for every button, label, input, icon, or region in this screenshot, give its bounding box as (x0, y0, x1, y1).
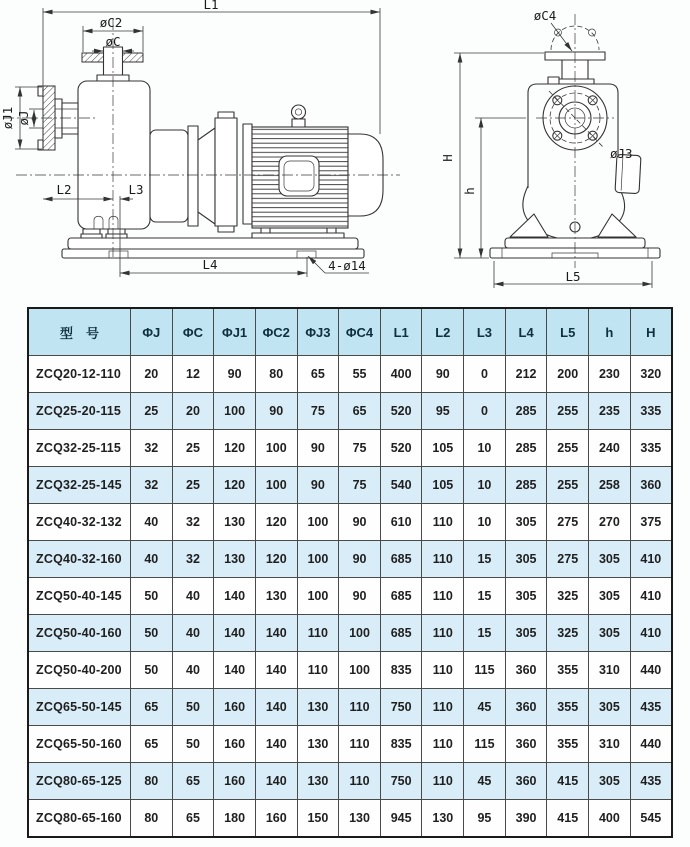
value-cell: 15 (464, 541, 506, 578)
dimension-table (27, 307, 673, 838)
table-header (28, 308, 672, 356)
column-header: L1 (380, 308, 422, 356)
value-cell: 305 (505, 615, 547, 652)
value-cell: 140 (255, 652, 297, 689)
model-cell: ZCQ50-40-160 (28, 615, 131, 652)
column-header: ΦJ3 (297, 308, 339, 356)
value-cell: 685 (380, 578, 422, 615)
value-cell: 212 (505, 356, 547, 393)
value-cell: 360 (630, 467, 672, 504)
value-cell: 110 (422, 615, 464, 652)
table-row (28, 689, 672, 726)
dim-label-l5: L5 (565, 269, 581, 284)
value-cell: 75 (297, 393, 339, 430)
column-header: ΦC2 (255, 308, 297, 356)
value-cell: 360 (505, 689, 547, 726)
value-cell: 390 (505, 800, 547, 838)
dim-label-H: H (440, 154, 455, 162)
value-cell: 160 (255, 800, 297, 838)
value-cell: 835 (380, 652, 422, 689)
column-header: L4 (505, 308, 547, 356)
dim-label-h: h (462, 187, 477, 195)
table-row (28, 356, 672, 393)
dim-label-l1: L1 (203, 0, 219, 12)
table-row (28, 541, 672, 578)
value-cell: 305 (505, 578, 547, 615)
value-cell: 45 (464, 689, 506, 726)
value-cell: 255 (547, 430, 589, 467)
value-cell: 355 (547, 726, 589, 763)
value-cell: 110 (297, 652, 339, 689)
value-cell: 750 (380, 763, 422, 800)
value-cell: 95 (464, 800, 506, 838)
value-cell: 310 (589, 652, 631, 689)
value-cell: 325 (547, 578, 589, 615)
column-header: ΦJ (131, 308, 173, 356)
value-cell: 100 (297, 504, 339, 541)
value-cell: 520 (380, 393, 422, 430)
value-cell: 40 (172, 578, 214, 615)
value-cell: 80 (255, 356, 297, 393)
value-cell: 415 (547, 800, 589, 838)
value-cell: 55 (339, 356, 381, 393)
value-cell: 285 (505, 393, 547, 430)
value-cell: 270 (589, 504, 631, 541)
value-cell: 835 (380, 726, 422, 763)
dim-label-j3: øJ3 (610, 146, 633, 161)
value-cell: 32 (131, 467, 173, 504)
value-cell: 140 (255, 689, 297, 726)
model-cell: ZCQ65-50-145 (28, 689, 131, 726)
value-cell: 540 (380, 467, 422, 504)
dim-label-l4: L4 (202, 257, 218, 272)
value-cell: 50 (172, 689, 214, 726)
table-row (28, 726, 672, 763)
value-cell: 12 (172, 356, 214, 393)
value-cell: 100 (214, 393, 256, 430)
column-header: L2 (422, 308, 464, 356)
value-cell: 520 (380, 430, 422, 467)
value-cell: 120 (255, 504, 297, 541)
model-cell: ZCQ40-32-160 (28, 541, 131, 578)
technical-drawings (0, 0, 690, 300)
value-cell: 25 (131, 393, 173, 430)
pump-front-view (440, 8, 660, 288)
model-cell: ZCQ50-40-145 (28, 578, 131, 615)
value-cell: 255 (547, 393, 589, 430)
value-cell: 50 (172, 726, 214, 763)
value-cell: 410 (630, 615, 672, 652)
value-cell: 20 (172, 393, 214, 430)
value-cell: 25 (172, 467, 214, 504)
value-cell: 110 (422, 726, 464, 763)
value-cell: 275 (547, 504, 589, 541)
model-cell: ZCQ80-65-125 (28, 763, 131, 800)
table-row (28, 430, 672, 467)
value-cell: 140 (255, 615, 297, 652)
value-cell: 320 (630, 356, 672, 393)
value-cell: 105 (422, 430, 464, 467)
suction-pipe (62, 103, 78, 134)
value-cell: 305 (589, 763, 631, 800)
value-cell: 110 (422, 689, 464, 726)
value-cell: 65 (131, 689, 173, 726)
value-cell: 410 (630, 541, 672, 578)
value-cell: 140 (214, 578, 256, 615)
value-cell: 10 (464, 467, 506, 504)
value-cell: 110 (339, 689, 381, 726)
dim-label-l2: L2 (56, 182, 72, 197)
value-cell: 75 (339, 430, 381, 467)
value-cell: 305 (589, 578, 631, 615)
value-cell: 130 (255, 578, 297, 615)
pump-body (78, 81, 150, 229)
value-cell: 305 (505, 504, 547, 541)
value-cell: 305 (505, 541, 547, 578)
value-cell: 110 (422, 541, 464, 578)
value-cell: 115 (464, 652, 506, 689)
value-cell: 90 (214, 356, 256, 393)
value-cell: 110 (422, 763, 464, 800)
value-cell: 240 (589, 430, 631, 467)
table-row (28, 652, 672, 689)
dim-label-c4: øC4 (533, 8, 557, 23)
value-cell: 110 (422, 578, 464, 615)
value-cell: 40 (172, 652, 214, 689)
value-cell: 415 (547, 763, 589, 800)
value-cell: 80 (131, 800, 173, 838)
column-header: ΦJ1 (214, 308, 256, 356)
value-cell: 40 (131, 504, 173, 541)
value-cell: 100 (297, 541, 339, 578)
model-cell: ZCQ20-12-110 (28, 356, 131, 393)
value-cell: 65 (172, 800, 214, 838)
table-row (28, 763, 672, 800)
column-header: L3 (464, 308, 506, 356)
value-cell: 110 (339, 763, 381, 800)
model-cell: ZCQ80-65-160 (28, 800, 131, 838)
model-cell: ZCQ65-50-160 (28, 726, 131, 763)
dim-label-j: øJ (16, 110, 31, 126)
value-cell: 100 (297, 578, 339, 615)
value-cell: 100 (255, 430, 297, 467)
value-cell: 130 (339, 800, 381, 838)
bracket (215, 118, 237, 226)
value-cell: 258 (589, 467, 631, 504)
value-cell: 10 (464, 504, 506, 541)
value-cell: 10 (464, 430, 506, 467)
value-cell: 80 (131, 763, 173, 800)
value-cell: 130 (297, 726, 339, 763)
value-cell: 305 (589, 689, 631, 726)
dim-label-mounting-holes: 4-ø14 (328, 258, 366, 273)
value-cell: 25 (172, 430, 214, 467)
dim-label-c: øC (105, 34, 121, 49)
column-header: h (589, 308, 631, 356)
value-cell: 15 (464, 615, 506, 652)
value-cell: 200 (547, 356, 589, 393)
value-cell: 95 (422, 393, 464, 430)
value-cell: 150 (297, 800, 339, 838)
discharge-flange (82, 53, 104, 62)
value-cell: 335 (630, 430, 672, 467)
value-cell: 110 (422, 504, 464, 541)
value-cell: 65 (297, 356, 339, 393)
value-cell: 110 (339, 726, 381, 763)
value-cell: 110 (297, 615, 339, 652)
column-header: H (630, 308, 672, 356)
value-cell: 160 (214, 689, 256, 726)
model-cell: ZCQ25-20-115 (28, 393, 131, 430)
value-cell: 140 (255, 726, 297, 763)
table-row (28, 504, 672, 541)
value-cell: 140 (214, 615, 256, 652)
value-cell: 275 (547, 541, 589, 578)
motor-nameplate (279, 156, 319, 196)
value-cell: 115 (464, 726, 506, 763)
table-row (28, 393, 672, 430)
drawings-panel (0, 0, 690, 300)
value-cell: 410 (630, 578, 672, 615)
model-cell: ZCQ32-25-115 (28, 430, 131, 467)
value-cell: 65 (131, 726, 173, 763)
value-cell: 140 (214, 652, 256, 689)
value-cell: 160 (214, 726, 256, 763)
column-header: ΦC (172, 308, 214, 356)
value-cell: 360 (505, 726, 547, 763)
value-cell: 90 (339, 504, 381, 541)
value-cell: 945 (380, 800, 422, 838)
value-cell: 230 (589, 356, 631, 393)
model-cell: ZCQ50-40-200 (28, 652, 131, 689)
value-cell: 0 (464, 356, 506, 393)
value-cell: 685 (380, 541, 422, 578)
value-cell: 40 (172, 615, 214, 652)
dim-label-c2: øC2 (99, 15, 123, 30)
value-cell: 140 (255, 763, 297, 800)
value-cell: 75 (339, 467, 381, 504)
value-cell: 120 (255, 541, 297, 578)
value-cell: 310 (589, 726, 631, 763)
column-header: ΦC4 (339, 308, 381, 356)
value-cell: 130 (297, 689, 339, 726)
value-cell: 285 (505, 430, 547, 467)
value-cell: 180 (214, 800, 256, 838)
value-cell: 100 (339, 652, 381, 689)
table-row (28, 800, 672, 838)
dimension-table-section (27, 307, 673, 838)
value-cell: 90 (422, 356, 464, 393)
dim-label-j1: øJ1 (0, 106, 15, 130)
value-cell: 20 (131, 356, 173, 393)
value-cell: 15 (464, 578, 506, 615)
table-row (28, 578, 672, 615)
table-row (28, 467, 672, 504)
column-header: 型 号 (28, 308, 131, 356)
value-cell: 120 (214, 430, 256, 467)
coupling-housing (150, 130, 188, 222)
pump-side-view (0, 0, 400, 277)
value-cell: 50 (131, 578, 173, 615)
value-cell: 90 (297, 430, 339, 467)
value-cell: 325 (547, 615, 589, 652)
value-cell: 90 (297, 467, 339, 504)
value-cell: 130 (214, 541, 256, 578)
value-cell: 440 (630, 726, 672, 763)
value-cell: 120 (214, 467, 256, 504)
value-cell: 65 (172, 763, 214, 800)
value-cell: 0 (464, 393, 506, 430)
value-cell: 355 (547, 652, 589, 689)
table-row (28, 615, 672, 652)
lifting-eye (292, 105, 306, 119)
value-cell: 440 (630, 652, 672, 689)
value-cell: 50 (131, 652, 173, 689)
value-cell: 32 (131, 430, 173, 467)
value-cell: 545 (630, 800, 672, 838)
value-cell: 110 (422, 652, 464, 689)
value-cell: 130 (214, 504, 256, 541)
value-cell: 32 (172, 504, 214, 541)
value-cell: 90 (339, 578, 381, 615)
value-cell: 305 (589, 541, 631, 578)
value-cell: 255 (547, 467, 589, 504)
dim-label-l3: L3 (128, 182, 144, 197)
value-cell: 400 (589, 800, 631, 838)
value-cell: 685 (380, 615, 422, 652)
value-cell: 360 (505, 652, 547, 689)
value-cell: 100 (255, 467, 297, 504)
value-cell: 105 (422, 467, 464, 504)
value-cell: 375 (630, 504, 672, 541)
value-cell: 355 (547, 689, 589, 726)
value-cell: 360 (505, 763, 547, 800)
value-cell: 32 (172, 541, 214, 578)
value-cell: 50 (131, 615, 173, 652)
value-cell: 750 (380, 689, 422, 726)
value-cell: 130 (297, 763, 339, 800)
value-cell: 335 (630, 393, 672, 430)
value-cell: 435 (630, 689, 672, 726)
value-cell: 305 (589, 615, 631, 652)
value-cell: 400 (380, 356, 422, 393)
column-header: L5 (547, 308, 589, 356)
value-cell: 40 (131, 541, 173, 578)
value-cell: 285 (505, 467, 547, 504)
model-cell: ZCQ40-32-132 (28, 504, 131, 541)
value-cell: 65 (339, 393, 381, 430)
value-cell: 90 (255, 393, 297, 430)
base-plate (68, 238, 358, 249)
value-cell: 435 (630, 763, 672, 800)
value-cell: 160 (214, 763, 256, 800)
value-cell: 100 (339, 615, 381, 652)
value-cell: 610 (380, 504, 422, 541)
value-cell: 130 (422, 800, 464, 838)
value-cell: 45 (464, 763, 506, 800)
model-cell: ZCQ32-25-145 (28, 467, 131, 504)
value-cell: 235 (589, 393, 631, 430)
value-cell: 90 (339, 541, 381, 578)
